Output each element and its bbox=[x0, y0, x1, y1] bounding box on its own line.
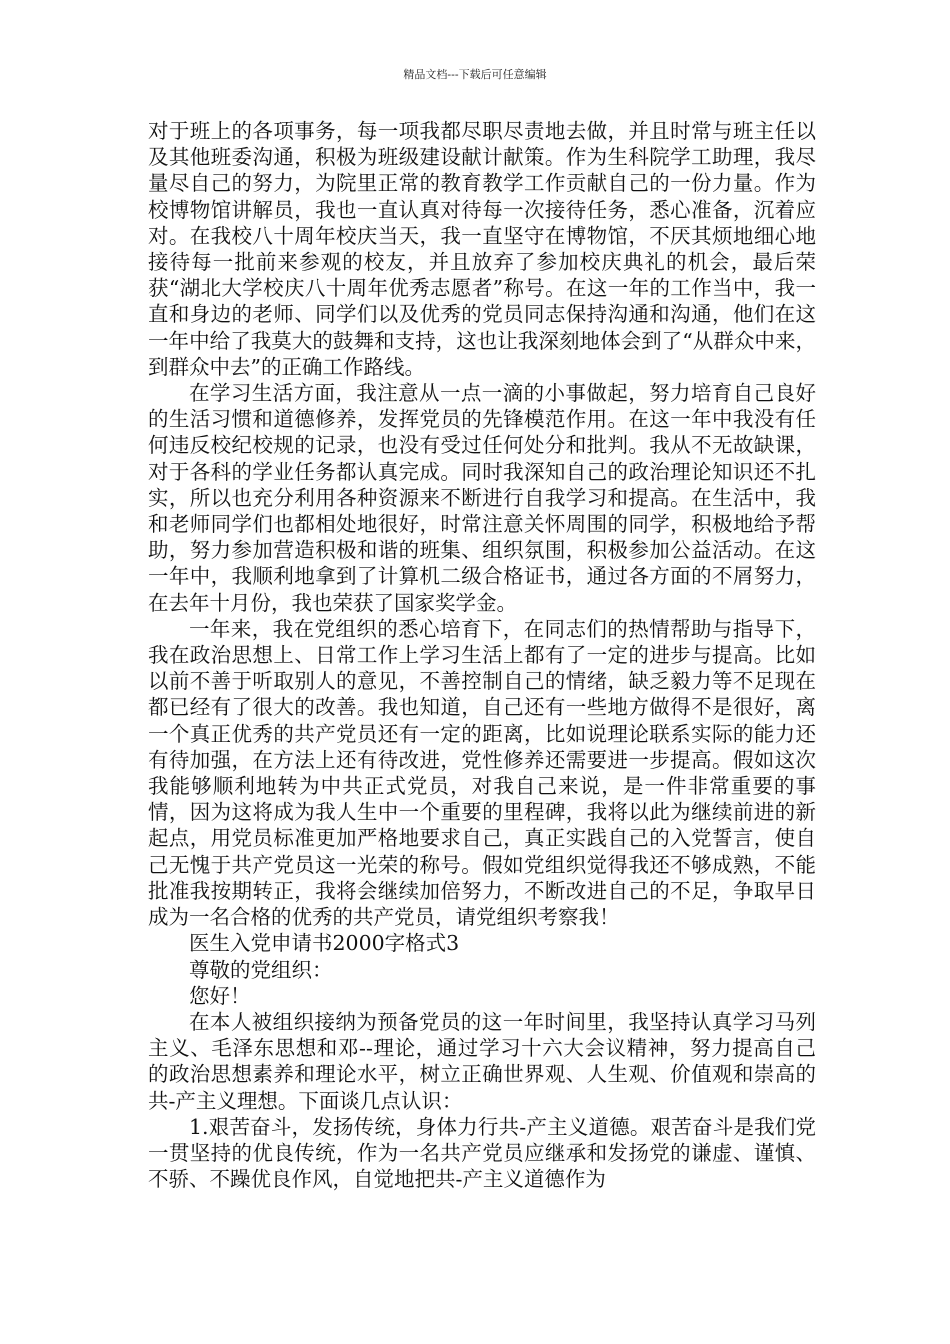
page-header bbox=[0, 68, 950, 82]
section-title: 医生入党申请书2000字格式3 bbox=[189, 931, 460, 956]
paragraph-introduction: 在本人被组织接纳为预备党员的这一年时间里，我坚持认真学习马列主义、毛泽东思想和邓--理论，通过学习十六大会议精神，努力提高自己的政治思想素养和理论水平，树立正确世界观、人生观、价值观和崇高的共-产主义理想。下面谈几点认识： bbox=[148, 1009, 816, 1113]
paragraph-year-summary: 一年来，我在党组织的悉心培育下，在同志们的热情帮助与指导下，我在政治思想上、日常工作上学习生活上都有了一定的进步与提高。比如以前不善于听取别人的意见，不善控制自己的情绪，缺乏毅力等不足现在都已经有了很大的改善。我也知道，自己还有一些地方做得不是很好，离一个真正优秀的共产党员还有一定的距离，比如说理论联系实际的能力还有待加强，在方法上还有待改进，党性修养还需要进一步提高。假如这次我能够顺利地转为中共正式党员，对我自己来说，是一件非常重要的事情，因为这将成为我人生中一个重要的里程碑，我将以此为继续前进的新起点，用党员标准更加严格地要求自己，真正实践自己的入党誓言，使自己无愧于共产党员这一光荣的称号。假如党组织觉得我还不够成熟，不能批准我按期转正，我将会继续加倍努力，不断改进自己的不足，争取早日成为一名合格的优秀的共产党员，请党组织考察我！ bbox=[148, 616, 816, 930]
paragraph-point-1: 1.艰苦奋斗，发扬传统，身体力行共-产主义道德。艰苦奋斗是我们党一贯坚持的优良传统，作为一名共产党员应继承和发扬党的谦虚、谨慎、不骄、不躁优良作风，自觉地把共-产主义道德作为 bbox=[148, 1114, 816, 1192]
greeting: 您好！ bbox=[189, 983, 251, 1008]
document-body bbox=[148, 118, 816, 1192]
paragraph-study-life: 在学习生活方面，我注意从一点一滴的小事做起，努力培育自己良好的生活习惯和道德修养，发挥党员的先锋模范作用。在这一年中我没有任何违反校纪校规的记录，也没有受过任何处分和批判。我从不无故缺课，对于各科的学业任务都认真完成。同时我深知自己的政治理论知识还不扎实，所以也充分利用各种资源来不断进行自我学习和提高。在生活中，我和老师同学们也都相处地很好，时常注意关怀周围的同学，积极地给予帮助，努力参加营造积极和谐的班集、组织氛围，积极参加公益活动。在这一年中，我顺利地拿到了计算机二级合格证书，通过各方面的不屑努力，在去年十月份，我也荣获了国家奖学金。 bbox=[148, 381, 816, 615]
paragraph-work-duties: 对于班上的各项事务，每一项我都尽职尽责地去做，并且时常与班主任以及其他班委沟通，积极为班级建设献计献策。作为生科院学工助理，我尽量尽自己的努力，为院里正常的教育教学工作贡献自己的一份力量。作为校博物馆讲解员，我也一直认真对待每一次接待任务，悉心准备，沉着应对。在我校八十周年校庆当天，我一直坚守在博物馆，不厌其烦地细心地接待每一批前来参观的校友，并且放弃了参加校庆典礼的机会，最后荣获“湖北大学校庆八十周年优秀志愿者”称号。在这一年的工作当中，我一直和身边的老师、同学们以及优秀的党员同志保持沟通和沟通，他们在这一年中给了我莫大的鼓舞和支持，这也让我深刻地体会到了“从群众中来，到群众中去”的正确工作路线。 bbox=[148, 119, 816, 379]
salutation: 尊敬的党组织： bbox=[189, 957, 333, 982]
header-text: 精品文档---下载后可任意编辑 bbox=[403, 68, 547, 81]
